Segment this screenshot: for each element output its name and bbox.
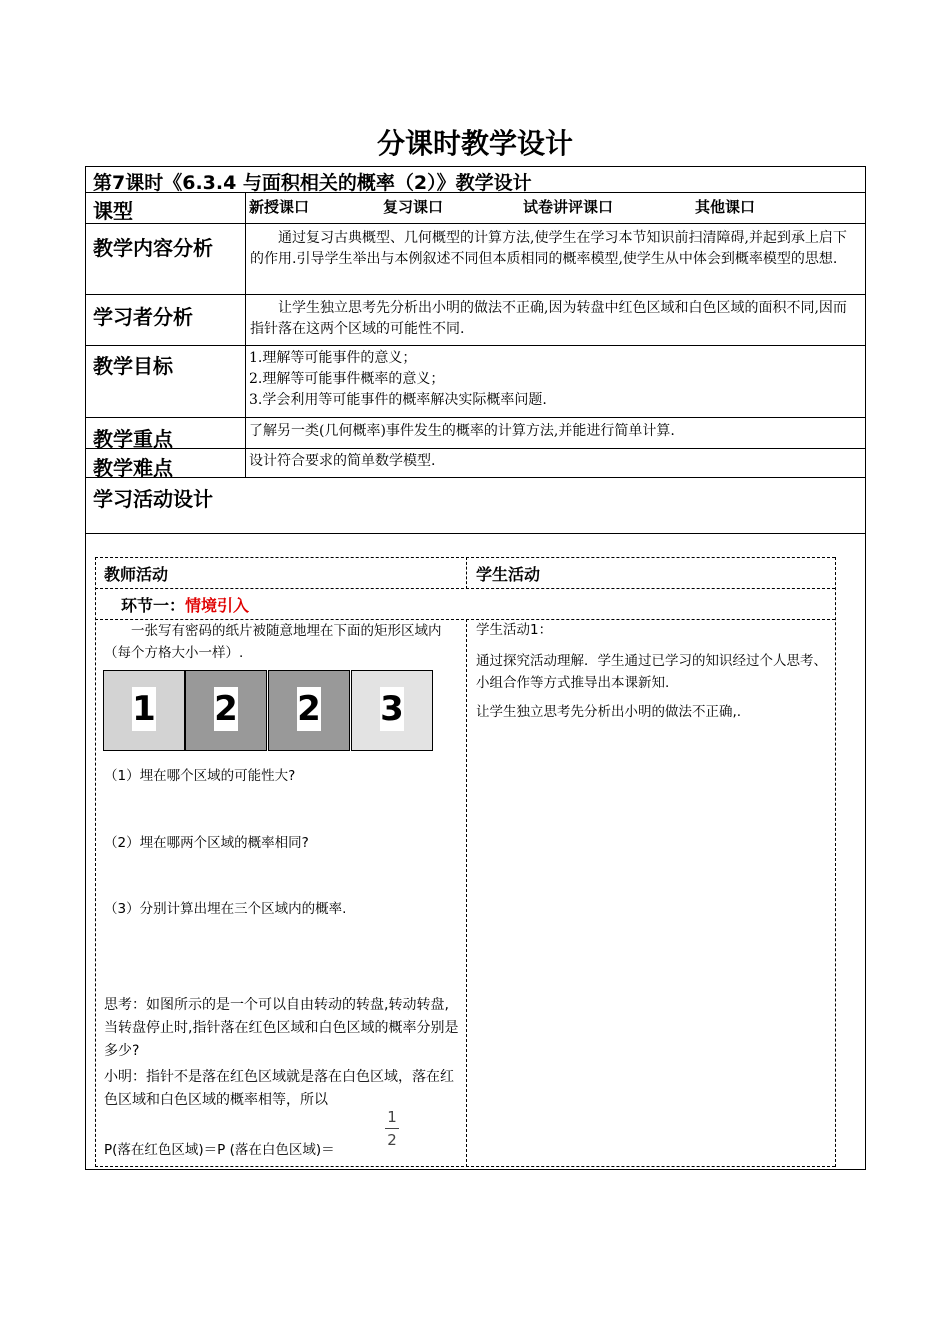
section-heading: [121, 593, 249, 616]
teacher-activity-header: 教师活动: [104, 565, 169, 584]
row-divider: [85, 477, 866, 478]
content-analysis-label: 教学内容分析: [93, 236, 213, 260]
row-divider: [85, 345, 866, 346]
xiaoming-reasoning: 小明：指针不是落在红色区域就是落在白色区域，落在红色区域和白色区域的概率相等，所以: [104, 1069, 454, 1108]
region-cell: [185, 670, 267, 751]
row-divider: [85, 417, 866, 418]
learner-analysis-label: 学习者分析: [93, 305, 193, 329]
label-column-divider: [245, 192, 246, 477]
key-points-label: 教学重点: [93, 427, 173, 451]
think-prompt: 思考：如图所示的是一个可以自由转动的转盘,转动转盘,当转盘停止时,指针落在红色区域和白色区域的概率分别是多少?: [104, 997, 459, 1059]
activity-table-border: [95, 588, 835, 589]
content-analysis-text: 通过复习古典概型、几何概型的计算方法,使学生在学习本节知识前扫清障碍,并起到承上启下的作用.引导学生举出与本例叙述不同但本质相同的概率模型,使学生从中体会到概率模型的思想.: [250, 230, 847, 267]
difficulties-label: 教学难点: [93, 456, 173, 480]
course-type-label: 课型: [93, 199, 133, 223]
row-divider: [85, 294, 866, 295]
course-type-option-new: 新授课口: [249, 198, 310, 216]
section-prefix: 环节一：: [121, 596, 186, 615]
row-divider: [85, 533, 866, 534]
section-title: 情境引入: [185, 596, 250, 615]
key-points-text: 了解另一类(几何概率)事件发生的概率的计算方法,并能进行简单计算.: [249, 423, 675, 439]
region-cell-number: 3: [380, 689, 404, 729]
fraction-denominator: 2: [387, 1131, 397, 1149]
student-activity-title: 学生活动1：: [476, 622, 553, 638]
activity-table-border: [835, 557, 836, 1167]
difficulties-text: 设计符合要求的简单数学模型.: [249, 453, 436, 469]
lesson-header: 第7课时《6.3.4 与面积相关的概率（2）》教学设计: [93, 172, 532, 194]
teacher-intro-text: 一张写有密码的纸片被随意地埋在下面的矩形区域内（每个方格大小一样）.: [104, 623, 442, 661]
question-2: （2）埋在哪两个区域的概率相同?: [104, 835, 309, 851]
fraction-numerator: 1: [387, 1108, 397, 1126]
region-cell-number: 1: [132, 689, 156, 729]
student-activity-p1: 通过探究活动理解．学生通过已学习的知识经过个人思考、小组合作等方式推导出本课新知.: [476, 653, 827, 691]
row-divider: [85, 223, 866, 224]
region-cell: [103, 670, 185, 751]
region-cell-number: 2: [297, 689, 321, 729]
activity-table-border: [95, 1166, 835, 1167]
activity-column-divider: [466, 557, 467, 589]
objectives-label: 教学目标: [93, 354, 173, 378]
activity-table-border: [95, 557, 835, 558]
probability-formula: P(落在红色区域)＝P (落在白色区域)＝: [104, 1142, 335, 1158]
question-3: （3）分别计算出埋在三个区域内的概率.: [104, 901, 347, 917]
activity-table-border: [95, 557, 96, 1167]
learner-analysis-text: 让学生独立思考先分析出小明的做法不正确,因为转盘中红色区域和白色区域的面积不同,因而指针落在这两个区域的可能性不同.: [250, 300, 847, 337]
student-activity-p2: 让学生独立思考先分析出小明的做法不正确,.: [476, 704, 742, 720]
activity-column-divider: [466, 619, 467, 1167]
fraction-one-half: [385, 1108, 399, 1149]
region-cell: [268, 670, 350, 751]
objective-item-3: 3.学会利用等可能事件的概率解决实际概率问题.: [249, 392, 547, 408]
student-activity-header: 学生活动: [476, 565, 541, 584]
row-divider: [85, 448, 866, 449]
page-title: 分课时教学设计: [376, 127, 573, 160]
course-type-option-other: 其他课口: [695, 198, 756, 216]
fraction-bar: [385, 1128, 399, 1129]
objective-item-1: 1.理解等可能事件的意义；: [249, 350, 417, 366]
region-cell-number: 2: [214, 689, 238, 729]
course-type-option-exam: 试卷讲评课口: [523, 198, 614, 216]
course-type-option-review: 复习课口: [383, 198, 444, 216]
region-cell: [351, 670, 433, 751]
question-1: （1）埋在哪个区域的可能性大?: [104, 768, 296, 784]
objective-item-2: 2.理解等可能事件概率的意义；: [249, 371, 445, 387]
activity-design-label: 学习活动设计: [93, 487, 213, 511]
